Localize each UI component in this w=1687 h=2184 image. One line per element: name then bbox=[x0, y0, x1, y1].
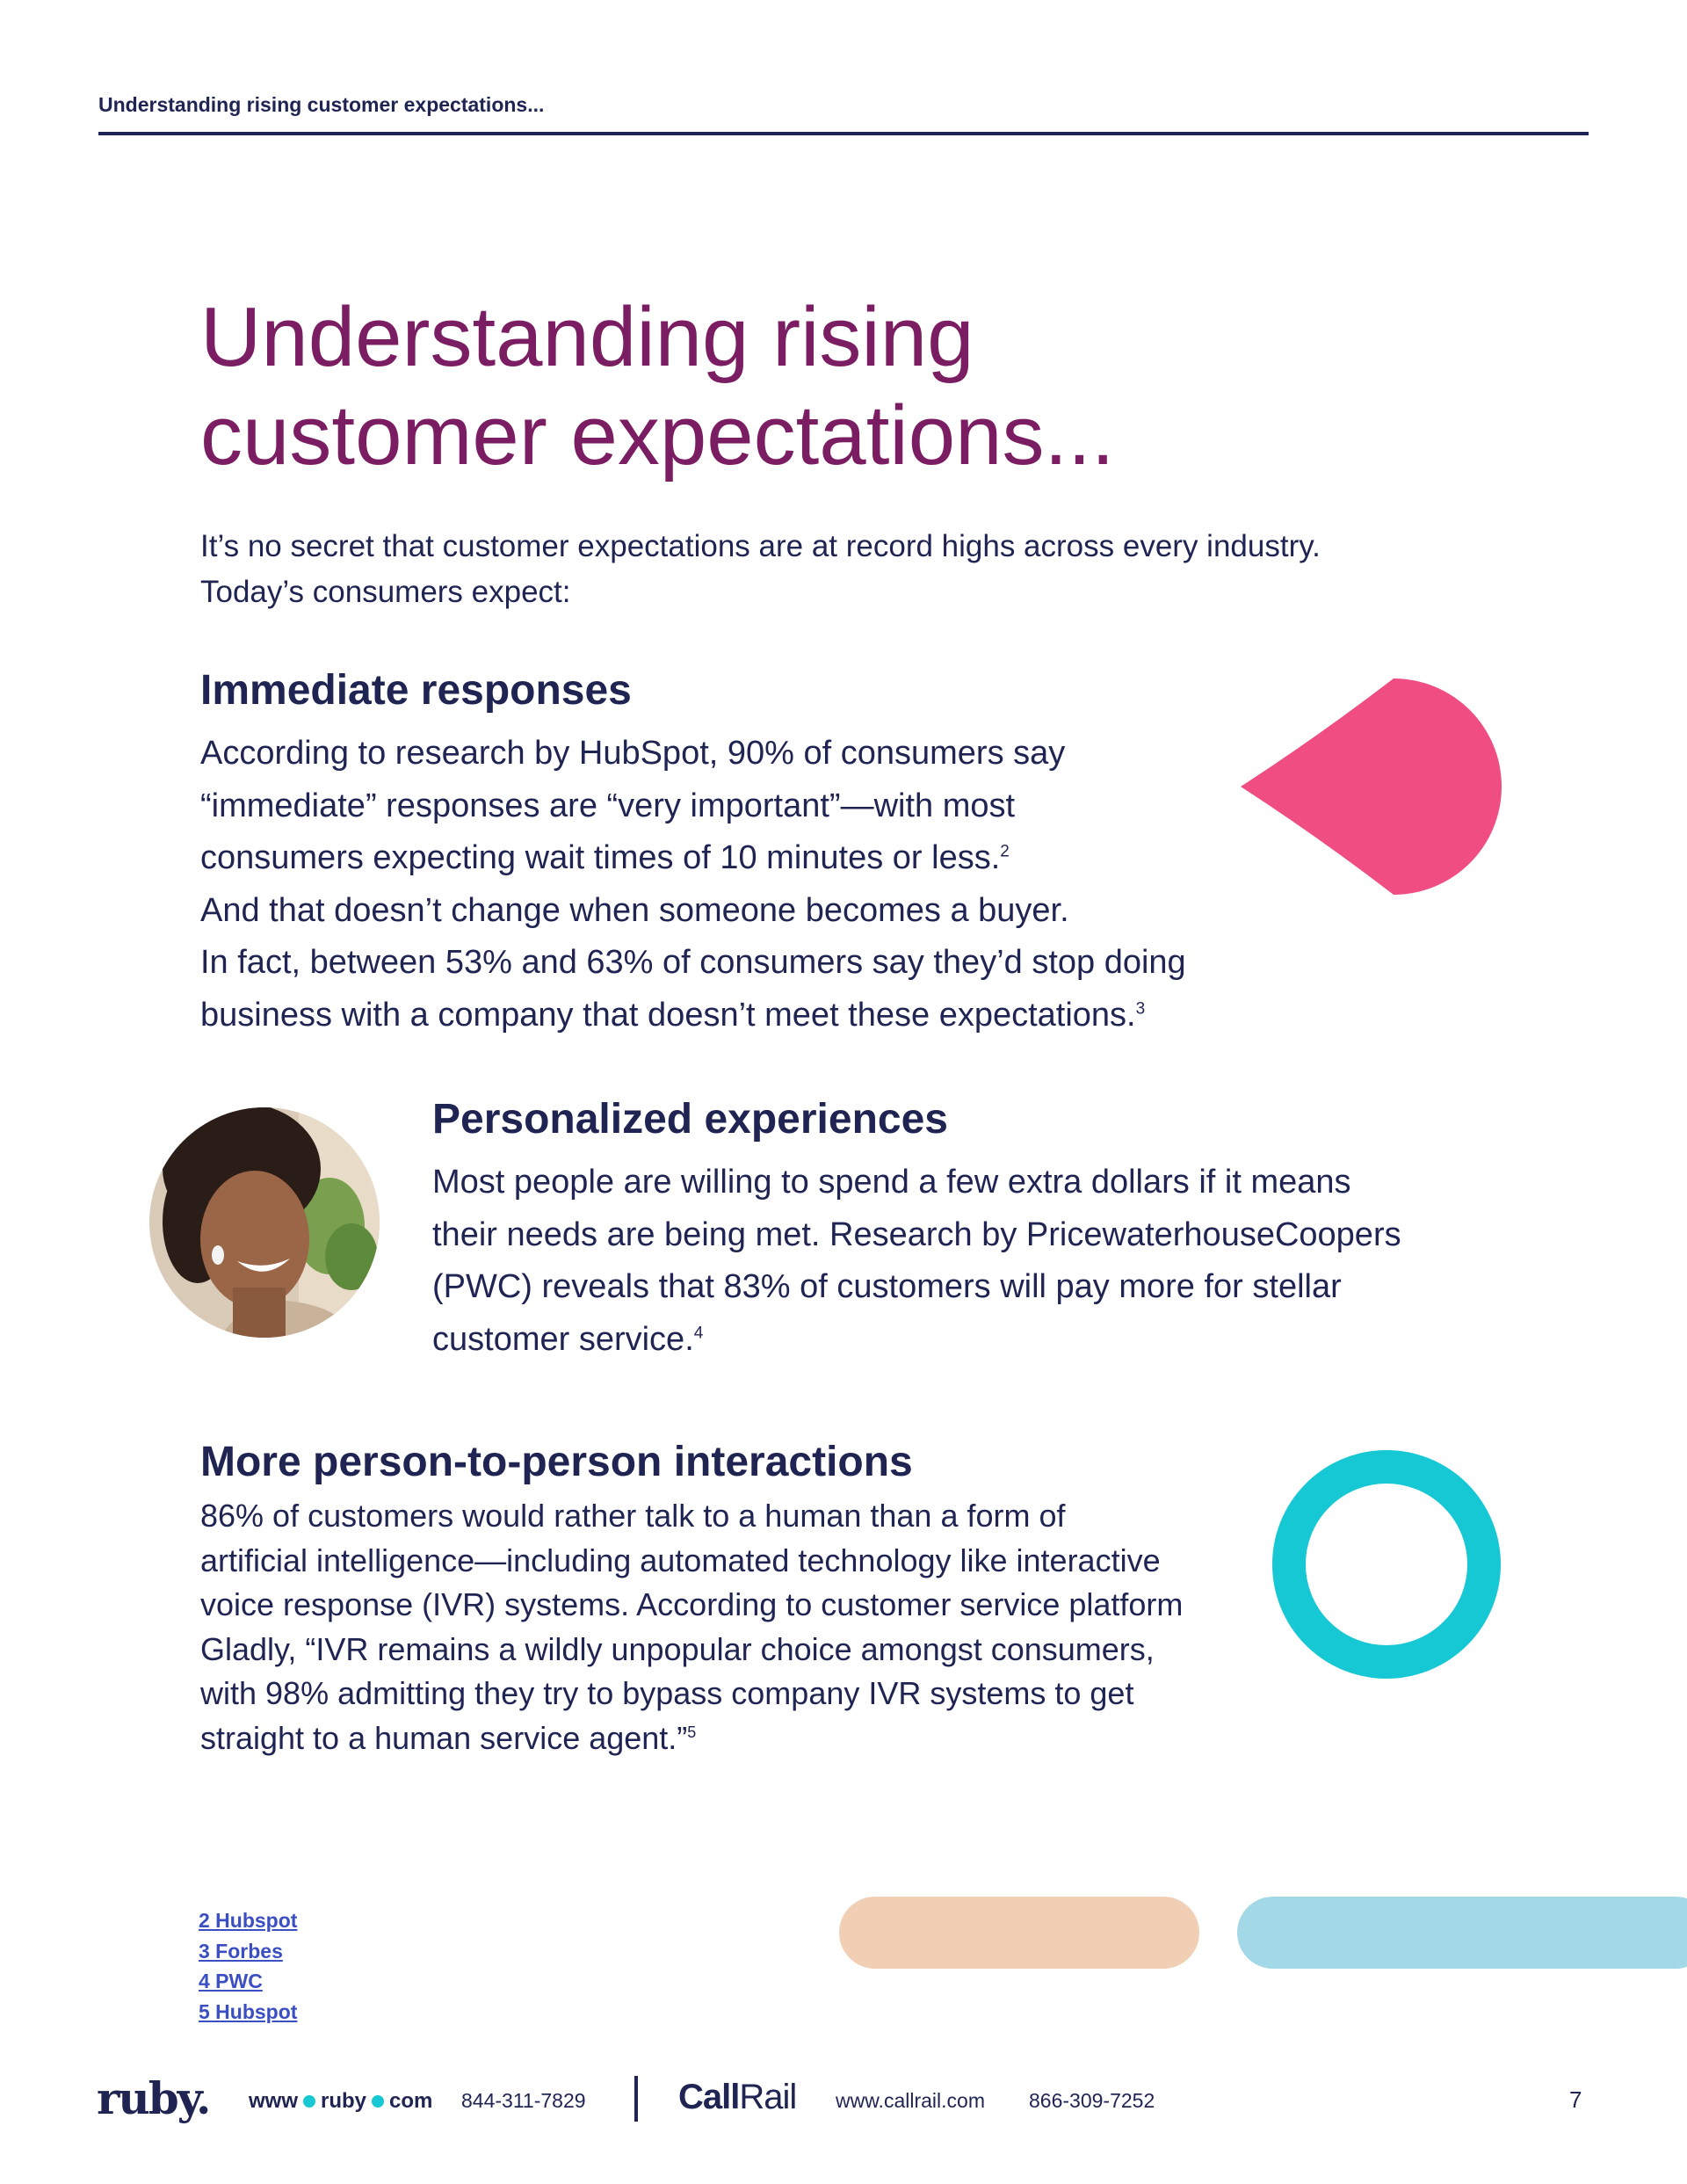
title-line-1: Understanding rising bbox=[200, 290, 974, 384]
person-to-person-body bbox=[200, 1494, 1299, 1760]
smiling-woman-photo bbox=[149, 1107, 380, 1338]
heading-immediate-responses: Immediate responses bbox=[200, 667, 632, 714]
body-line: consumers expecting wait times of 10 minutes or less. bbox=[200, 839, 1001, 876]
heading-person-to-person: More person-to-person interactions bbox=[200, 1439, 913, 1485]
footnote-ref: 4 bbox=[693, 1323, 704, 1342]
ruby-url-part: ruby bbox=[321, 2089, 367, 2113]
heading-personalized-experiences: Personalized experiences bbox=[432, 1096, 948, 1143]
decorative-blue-pill bbox=[1237, 1897, 1687, 1969]
page-footer bbox=[0, 2065, 1687, 2136]
footnote-link-pwc[interactable]: 4 PWC bbox=[199, 1970, 263, 1992]
body-line: Most people are willing to spend a few extra dollars if it means bbox=[432, 1164, 1351, 1201]
decorative-peach-pill bbox=[839, 1897, 1199, 1969]
body-line: “immediate” responses are “very important”—with most bbox=[200, 787, 1016, 824]
callrail-logo bbox=[678, 2078, 796, 2117]
footer-divider bbox=[634, 2076, 638, 2122]
callrail-logo-part: Call bbox=[678, 2078, 740, 2116]
footnote-ref: 5 bbox=[687, 1723, 697, 1741]
title-line-2: customer expectations... bbox=[200, 388, 1115, 483]
ruby-phone: 844-311-7829 bbox=[461, 2089, 586, 2112]
running-header: Understanding rising customer expectations... bbox=[98, 93, 545, 116]
body-line: In fact, between 53% and 63% of consumers say they’d stop doing bbox=[200, 944, 1186, 981]
body-line: customer service. bbox=[432, 1320, 694, 1358]
body-line: (PWC) reveals that 83% of customers will pay more for stellar bbox=[432, 1268, 1342, 1305]
body-line: business with a company that doesn’t meet these expectations. bbox=[200, 996, 1136, 1034]
personalized-experiences-body bbox=[432, 1157, 1575, 1366]
ruby-url-part: www bbox=[249, 2089, 299, 2113]
body-line: their needs are being met. Research by PricewaterhouseCoopers bbox=[432, 1215, 1401, 1253]
body-line: with 98% admitting they try to bypass company IVR systems to get bbox=[200, 1675, 1134, 1711]
body-line: 86% of customers would rather talk to a human than a form of bbox=[200, 1498, 1066, 1534]
body-line: voice response (IVR) systems. According to customer service platform bbox=[200, 1586, 1184, 1622]
page-number: 7 bbox=[1569, 2086, 1582, 2113]
callrail-url[interactable]: www.callrail.com bbox=[836, 2089, 985, 2112]
pin-shape-icon bbox=[1239, 677, 1502, 896]
intro-line-1: It’s no secret that customer expectations are at record highs across every industry. bbox=[200, 529, 1321, 563]
footnote-ref: 3 bbox=[1135, 998, 1146, 1018]
footnote-link-hubspot-5[interactable]: 5 Hubspot bbox=[199, 1999, 298, 2023]
page-title bbox=[200, 288, 1343, 485]
ring-shape-icon bbox=[1272, 1450, 1501, 1679]
ruby-logo: ruby. bbox=[97, 2072, 210, 2124]
body-line: straight to a human service agent.” bbox=[200, 1719, 688, 1756]
callrail-logo-part: Rail bbox=[739, 2078, 797, 2116]
footnote-ref: 2 bbox=[1000, 842, 1010, 861]
header-divider bbox=[98, 132, 1589, 135]
dot-icon bbox=[372, 2095, 384, 2108]
avatar bbox=[149, 1107, 380, 1338]
footnote-link-forbes[interactable]: 3 Forbes bbox=[199, 1939, 283, 1963]
ruby-url-part: com bbox=[389, 2089, 433, 2113]
intro-paragraph bbox=[200, 524, 1518, 615]
intro-line-2: Today’s consumers expect: bbox=[200, 575, 571, 609]
body-line: artificial intelligence—including automated technology like interactive bbox=[200, 1542, 1161, 1578]
body-line: According to research by HubSpot, 90% of consumers say bbox=[200, 735, 1066, 772]
footnote-link-hubspot-2[interactable]: 2 Hubspot bbox=[199, 1909, 298, 1932]
callrail-phone: 866-309-7252 bbox=[1029, 2089, 1155, 2112]
body-line: Gladly, “IVR remains a wildly unpopular choice amongst consumers, bbox=[200, 1630, 1155, 1667]
footnotes bbox=[199, 1905, 297, 2027]
immediate-responses-body bbox=[200, 728, 1299, 1041]
ruby-url[interactable] bbox=[249, 2089, 432, 2114]
body-line: And that doesn’t change when someone becomes a buyer. bbox=[200, 891, 1069, 929]
dot-icon bbox=[303, 2095, 315, 2108]
